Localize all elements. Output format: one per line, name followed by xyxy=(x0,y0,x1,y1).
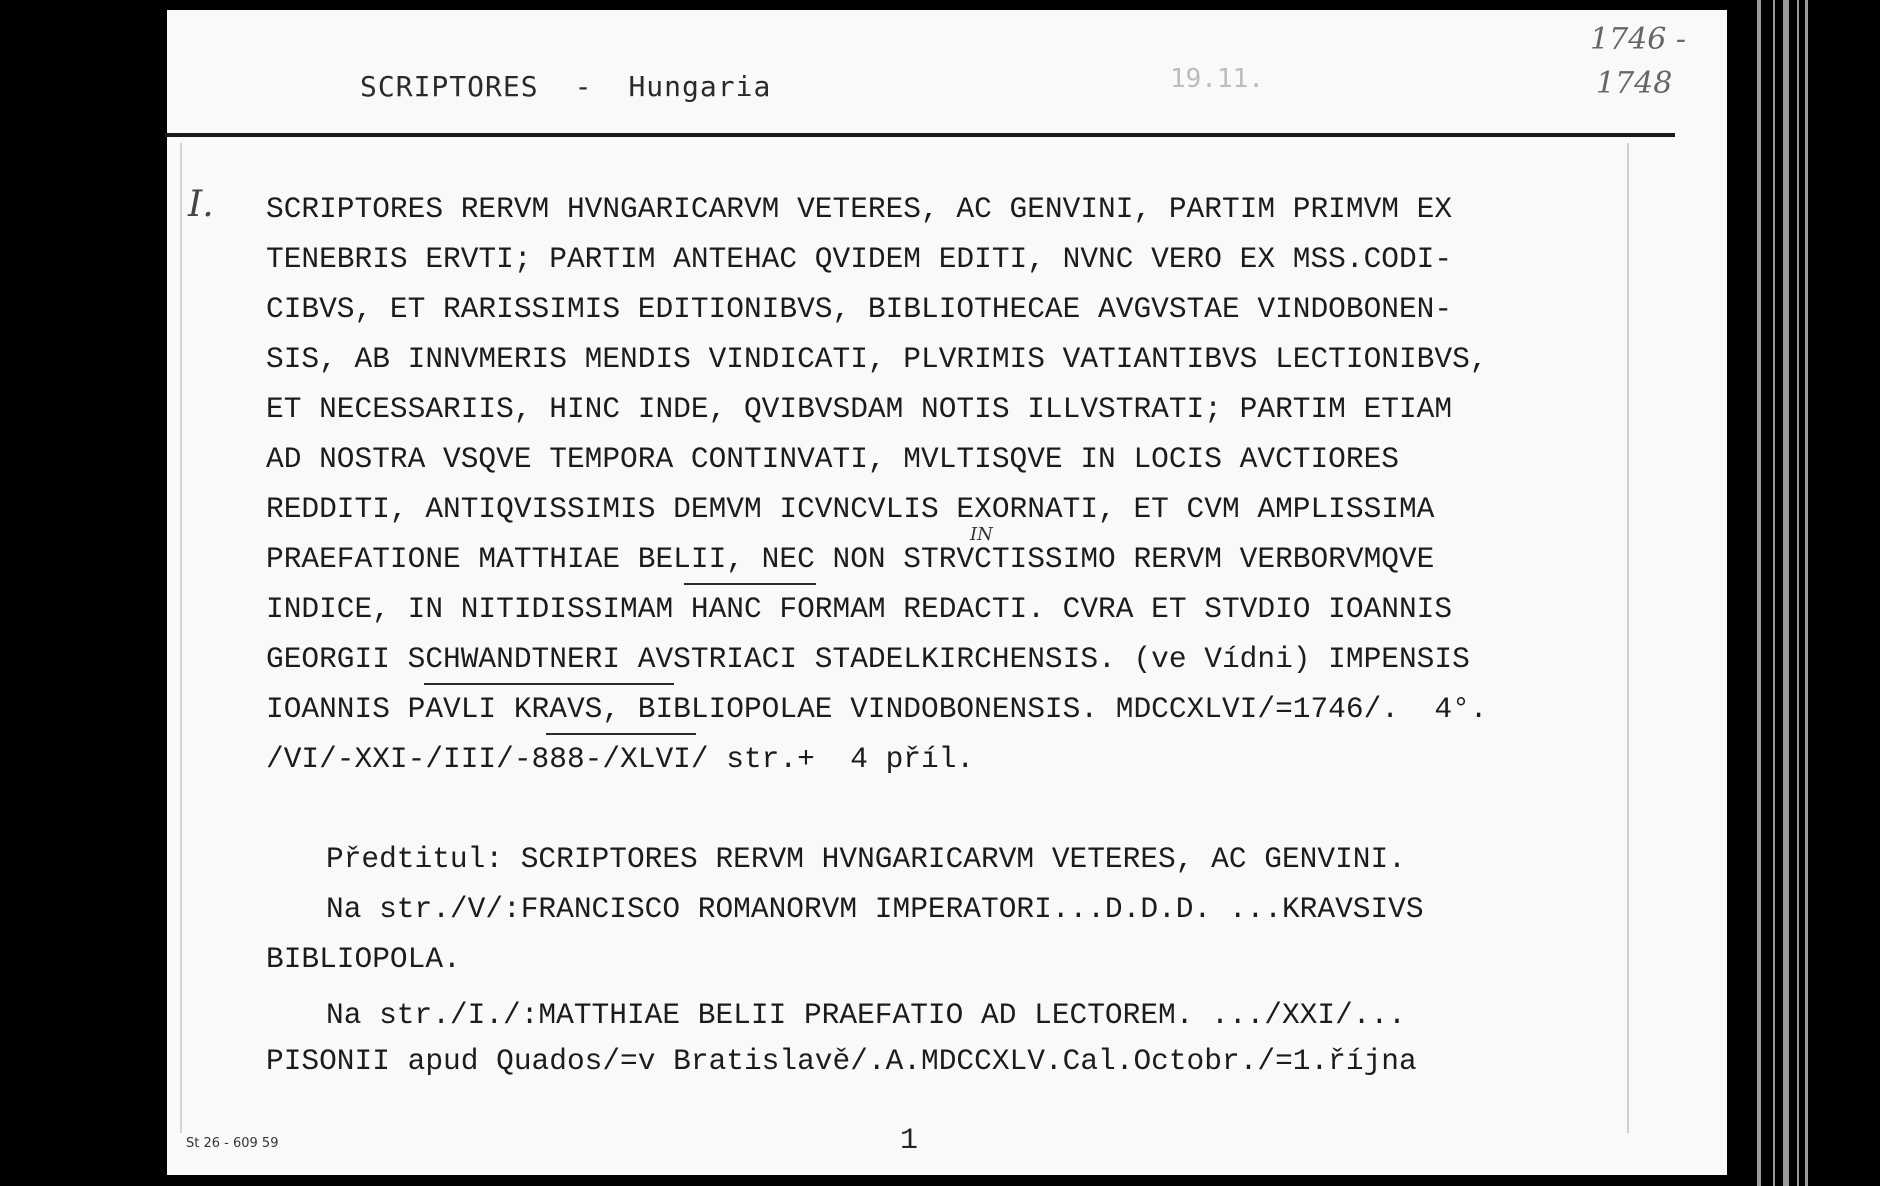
body-line: INDICE, IN NITIDISSIMAM HANC FORMAM REDACTI. CVRA ET STVDIO IOANNIS xyxy=(266,592,1453,626)
heading-rule xyxy=(165,133,1675,137)
year-range-bottom: 1748 xyxy=(1596,66,1673,101)
underline-schwandtneri xyxy=(424,683,674,685)
note-line: Na str./V/:FRANCISCO ROMANORVM IMPERATORI...D.D.D. ...KRAVSIVS xyxy=(326,892,1424,926)
heading-right: Hungaria xyxy=(628,70,772,103)
body-line: GEORGII SCHWANDTNERI AVSTRIACI STADELKIRCHENSIS. (ve Vídni) IMPENSIS xyxy=(266,642,1470,676)
body-line: IOANNIS PAVLI KRAVS, BIBLIOPOLAE VINDOBONENSIS. MDCCXLVI/=1746/. 4°. xyxy=(266,692,1488,726)
margin-mark: I. xyxy=(188,184,214,225)
body-line: SIS, AB INNVMERIS MENDIS VINDICATI, PLVRIMIS VATIANTIBVS LECTIONIBVS, xyxy=(266,342,1488,376)
underline-belii xyxy=(684,583,816,585)
right-margin-line xyxy=(1627,143,1629,1133)
body-line: REDDITI, ANTIQVISSIMIS DEMVM ICVNCVLIS EXORNATI, ET CVM AMPLISSIMA xyxy=(266,492,1435,526)
page-number: 1 xyxy=(900,1124,919,1158)
heading-left: SCRIPTORES xyxy=(360,70,539,103)
body-line: TENEBRIS ERVTI; PARTIM ANTEHAC QVIDEM EDITI, NVNC VERO EX MSS.CODI- xyxy=(266,242,1453,276)
card-heading xyxy=(360,70,771,103)
body-line: AD NOSTRA VSQVE TEMPORA CONTINVATI, MVLTISQVE IN LOCIS AVCTIORES xyxy=(266,442,1399,476)
year-range-top: 1746 - xyxy=(1590,22,1687,57)
faint-stamp: 19.11. xyxy=(1170,64,1264,94)
underline-kravs xyxy=(546,733,696,735)
body-line: ET NECESSARIIS, HINC INDE, QVIBVSDAM NOTIS ILLVSTRATI; PARTIM ETIAM xyxy=(266,392,1453,426)
insertion-mark: IN xyxy=(970,524,993,545)
heading-separator: - xyxy=(574,70,593,103)
note-line: PISONII apud Quados/=v Bratislavě/.A.MDCCXLV.Cal.Octobr./=1.října xyxy=(266,1044,1417,1078)
form-code: St 26 - 609 59 xyxy=(186,1136,279,1151)
body-line: PRAEFATIONE MATTHIAE BELII, NEC NON STRVCTISSIMO RERVM VERBORVMQVE xyxy=(266,542,1435,576)
film-edge xyxy=(1727,0,1880,1186)
body-line: SCRIPTORES RERVM HVNGARICARVM VETERES, AC GENVINI, PARTIM PRIMVM EX xyxy=(266,192,1453,226)
note-line: BIBLIOPOLA. xyxy=(266,942,461,976)
body-line: CIBVS, ET RARISSIMIS EDITIONIBVS, BIBLIOTHECAE AVGVSTAE VINDOBONEN- xyxy=(266,292,1453,326)
note-line: Předtitul: SCRIPTORES RERVM HVNGARICARVM VETERES, AC GENVINI. xyxy=(326,842,1406,876)
left-margin-line xyxy=(180,143,182,1133)
note-line: Na str./I./:MATTHIAE BELII PRAEFATIO AD LECTOREM. .../XXI/... xyxy=(326,998,1406,1032)
body-line: /VI/-XXI-/III/-888-/XLVI/ str.+ 4 příl. xyxy=(266,742,975,776)
